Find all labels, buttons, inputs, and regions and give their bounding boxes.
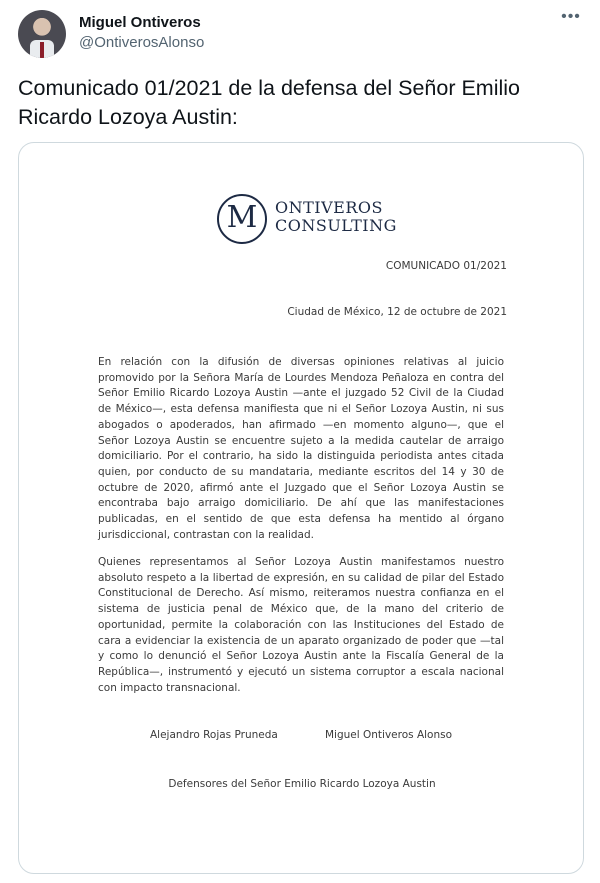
logo-letter: M (226, 200, 258, 235)
document-paragraph-1: En relación con la difusión de diversas opiniones relativas al juicio promovido por la Señora María de Lourdes Mendoza Peñaloza en contra del Señor Emilio Ricardo Lozoya Austin —ante el juzgado 52 Civil de la Ciudad de México—, esta defensa manifiesta que ni el Señor Lozoya Austin, ni sus abogados o apoderados, han afirmado —en momento alguno—, que el Señor Lozoya Austin se encuentre sujeto a la medida cautelar de arraigo domiciliario. Por el contrario, ha sido la distinguida periodista antes citada quien, por conducto de su mandataria, mediante escritos del 14 y 30 de octubre de 2020, afirmó ante el Juzgado que el Señor Lozoya Austin se encontraba bajo arraigo domiciliario. De ahí que las manifestaciones publicadas, en el sentido de que esta defensa ha mentido al órgano jurisdiccional, contrastan con la realidad. (98, 356, 504, 541)
ontiveros-consulting-logo (217, 192, 397, 244)
author-handle[interactable]: @OntiverosAlonso (79, 34, 205, 51)
avatar[interactable] (18, 10, 66, 58)
document-date: Ciudad de México, 12 de octubre de 2021 (287, 306, 507, 318)
signatory-1: Alejandro Rojas Pruneda (150, 729, 278, 741)
defenders-line: Defensores del Señor Emilio Ricardo Lozoya Austin (168, 778, 436, 790)
document-paragraph-2: Quienes representamos al Señor Lozoya Austin manifestamos nuestro absoluto respeto a la libertad de expresión, en su calidad de pilar del Estado Constitucional de Derecho. Así mismo, reiteramos nuestra confianza en el sistema de justicia penal de México que, de la mano del criterio de oportunidad, permite la colaboración con las Instituciones del Estado de cara a evidenciar la existencia de un aparato organizado de poder que —tal y como lo denunció el Señor Lozoya Austin ante la Fiscalía General de la República—, instrumentó y ejecutó un sistema corruptor a escala nacional con impacto transnacional. (98, 556, 504, 694)
more-horizontal-icon[interactable]: ••• (561, 8, 581, 25)
avatar-tie (40, 42, 44, 58)
document-number: COMUNICADO 01/2021 (385, 260, 507, 272)
document-page (19, 143, 584, 874)
signatory-2: Miguel Ontiveros Alonso (325, 729, 453, 741)
tweet-media-image[interactable] (18, 142, 584, 874)
logo-line-2: CONSULTING (275, 216, 397, 235)
author-display-name[interactable]: Miguel Ontiveros (79, 14, 201, 31)
tweet-text: Comunicado 01/2021 de la defensa del Señor Emilio Ricardo Lozoya Austin: (18, 76, 520, 129)
logo-line-1: ONTIVEROS (275, 198, 383, 217)
tweet-header (18, 10, 588, 60)
